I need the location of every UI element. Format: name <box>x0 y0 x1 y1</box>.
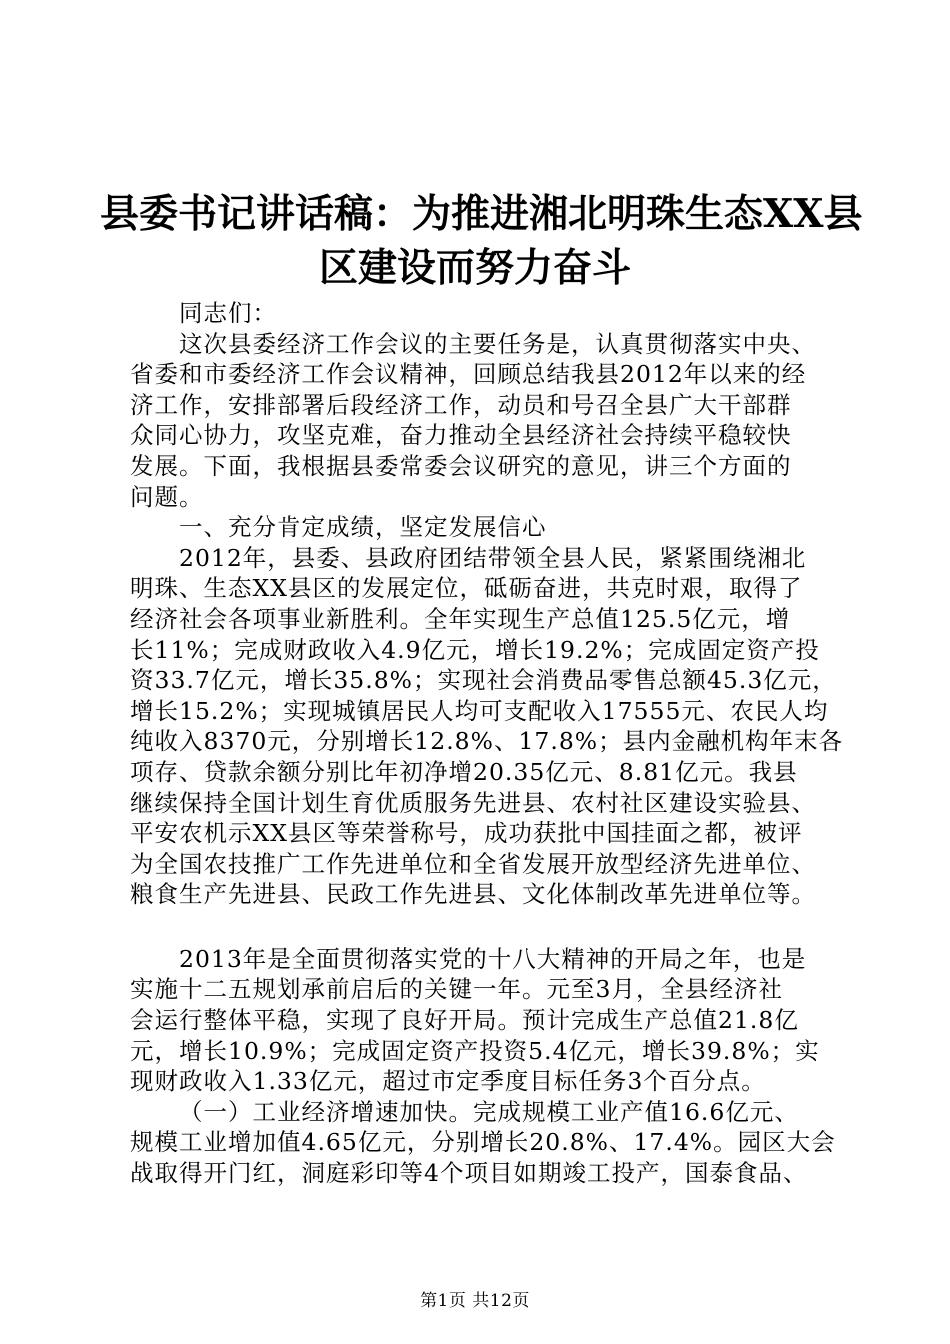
document-title-line-2: 区建设而努力奋斗 <box>318 245 631 291</box>
paragraph-line: 战取得开门红，洞庭彩印等4个项目如期竣工投产，国泰食品、 <box>130 1159 808 1188</box>
paragraph-line: 资33.7亿元，增长35.8%；实现社会消费品零售总额45.3亿元， <box>130 666 837 695</box>
paragraph-line: 2013年是全面贯彻落实党的十八大精神的开局之年，也是 <box>179 944 807 973</box>
paragraph-line: 粮食生产先进县、民政工作先进县、文化体制改革先进单位等。 <box>130 880 816 909</box>
paragraph-line: 经济社会各项事业新胜利。全年实现生产总值125.5亿元，增 <box>130 604 791 633</box>
paragraph-line: 项存、贷款余额分别比年初净增20.35亿元、8.81亿元。我县 <box>130 757 798 786</box>
paragraph-line: 规模工业增加值4.65亿元，分别增长20.8%、17.4%。园区大会 <box>130 1128 836 1157</box>
document-title-line-1: 县委书记讲话稿：为推进湘北明珠生态XX县 <box>100 191 863 237</box>
document-body <box>130 298 850 1189</box>
paragraph-line: 会运行整体平稳，实现了良好开局。预计完成生产总值21.8亿 <box>130 1006 799 1035</box>
paragraph-line: 2012年，县委、县政府团结带领全县人民，紧紧围绕湘北 <box>179 543 807 572</box>
paragraph-line: 明珠、生态XX县区的发展定位，砥砺奋进，共克时艰，取得了 <box>130 574 803 603</box>
paragraph-gap <box>130 910 850 944</box>
paragraph-line: 纯收入8370元，分别增长12.8%、17.8%；县内金融机构年末各 <box>130 727 844 756</box>
paragraph-line: 继续保持全国计划生育优质服务先进县、农村社区建设实验县、 <box>130 788 816 817</box>
paragraph-line: 为全国农技推广工作先进单位和全省发展开放型经济先进单位、 <box>130 849 816 878</box>
paragraph-line: 实施十二五规划承前启后的关键一年。元至3月，全县经济社 <box>130 975 783 1004</box>
subsection-heading: （一）工业经济增速加快。完成规模工业产值16.6亿元、 <box>179 1097 799 1126</box>
paragraph-line: 问题。 <box>130 482 204 511</box>
paragraph-line: 现财政收入1.33亿元，超过市定季度目标任务3个百分点。 <box>130 1067 766 1096</box>
paragraph-line: 长11%；完成财政收入4.9亿元，增长19.2%；完成固定资产投 <box>130 635 820 664</box>
paragraph-line: 增长15.2%；实现城镇居民人均可支配收入17555元、农民人均 <box>130 696 829 725</box>
page-footer: 第1页 共12页 <box>420 1291 530 1311</box>
paragraph-line: 济工作，安排部署后段经济工作，动员和号召全县广大干部群 <box>130 390 792 419</box>
paragraph-line: 元，增长10.9%；完成固定资产投资5.4亿元，增长39.8%；实 <box>130 1036 820 1065</box>
section-heading: 一、充分肯定成绩，坚定发展信心 <box>179 513 547 542</box>
paragraph-line: 发展。下面，我根据县委常委会议研究的意见，讲三个方面的 <box>130 451 792 480</box>
salutation: 同志们： <box>179 299 277 327</box>
paragraph-line: 众同心协力，攻坚克难，奋力推动全县经济社会持续平稳较快 <box>130 421 792 450</box>
paragraph-line: 这次县委经济工作会议的主要任务是，认真贯彻落实中央、 <box>179 329 816 358</box>
paragraph-line: 省委和市委经济工作会议精神，回顾总结我县2012年以来的经 <box>130 360 807 389</box>
paragraph-line: 平安农机示XX县区等荣誉称号，成功获批中国挂面之都，被评 <box>130 819 803 848</box>
